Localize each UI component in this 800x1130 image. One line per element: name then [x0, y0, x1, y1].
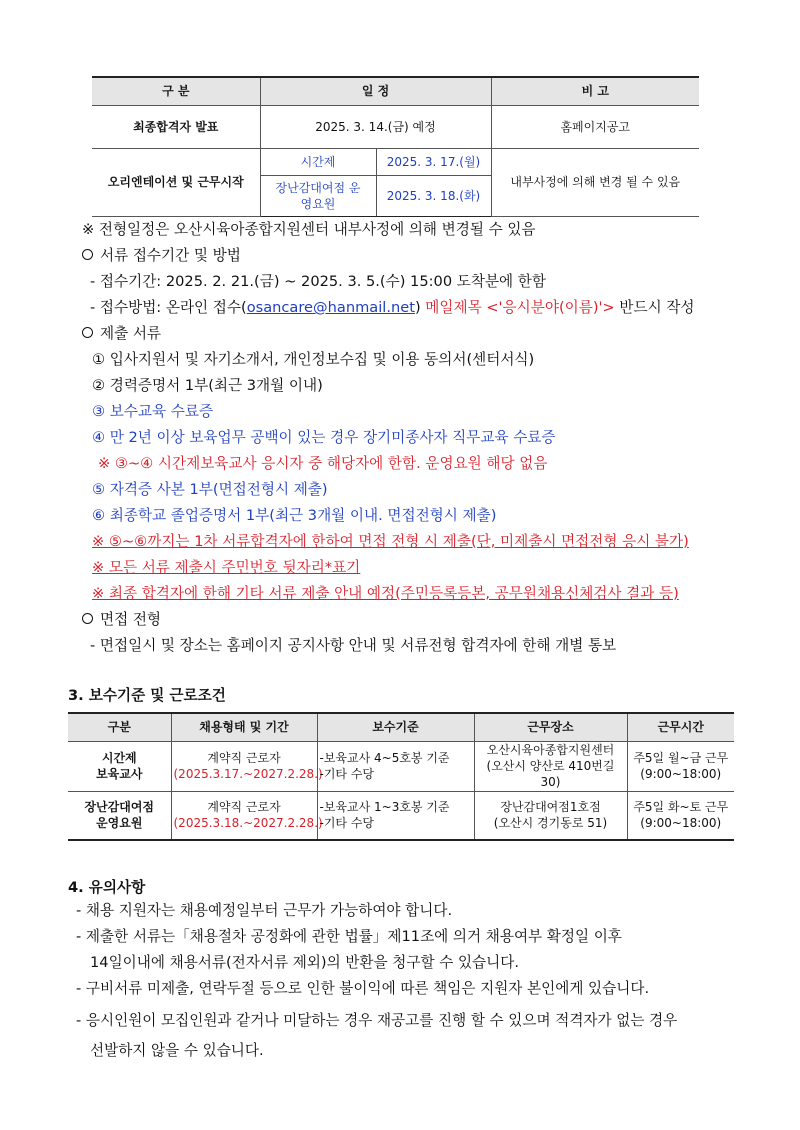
method-mid: )	[414, 299, 421, 316]
salary-table	[68, 712, 734, 841]
pay-cell: -보육교사 1~3호봉 기준 -기타 수당	[317, 791, 474, 840]
doc-note-4: ※ 최종 합격자에 한해 기타 서류 제출 안내 예정(주민등록등본, 공무원채용신체검사 결과 등)	[92, 585, 679, 602]
notice-item-1: - 채용 지원자는 채용예정일부터 근무가 가능하여야 합니다.	[76, 902, 453, 919]
notice-item-3: - 구비서류 미제출, 연락두절 등으로 인한 불이익에 따른 책임은 지원자 본인에게 있습니다.	[76, 980, 650, 997]
interview-title: 면접 전형	[100, 611, 162, 628]
doc-item-5: ⑤ 자격증 사본 1부(면접전형시 제출)	[92, 481, 328, 498]
col-header-contract: 채용형태 및 기간	[171, 713, 317, 742]
place-cell: 오산시육아종합지원센터 (오산시 양산로 410번길 30)	[474, 742, 627, 792]
notice-item-2-line2: 14일이내에 채용서류(전자서류 제외)의 반환을 청구할 수 있습니다.	[90, 954, 519, 971]
row-date-final: 2025. 3. 14.(금) 예정	[260, 106, 491, 149]
row-label-final: 최종합격자 발표	[92, 106, 260, 149]
notice-item-4-line2: 선발하지 않을 수 있습니다.	[90, 1042, 264, 1059]
schedule-header-row	[92, 77, 699, 106]
application-title: 서류 접수기간 및 방법	[100, 247, 241, 264]
doc-note-3: ※ 모든 서류 제출시 주민번호 뒷자리*표기	[92, 559, 361, 576]
doc-note-2: ※ ⑤~⑥까지는 1차 서류합격자에 한하여 면접 전형 시 제출(단, 미제출시 면접전형 응시 불가)	[92, 533, 689, 550]
sub-type-parttime: 시간제	[260, 149, 376, 176]
email-link[interactable]: osancare@hanmail.net	[246, 299, 415, 316]
schedule-row-orientation-1	[92, 149, 699, 176]
application-heading	[82, 246, 241, 266]
sub-date-toy-library: 2025. 3. 18.(화)	[376, 176, 491, 217]
method-prefix: - 접수방법: 온라인 접수(	[90, 299, 247, 316]
hours-cell: 주5일 월~금 근무 (9:00~18:00)	[627, 742, 734, 792]
salary-row-toy-library	[68, 791, 734, 840]
doc-item-1: ① 입사지원서 및 자기소개서, 개인정보수집 및 이용 동의서(센터서식)	[92, 351, 535, 368]
col-header-role: 구분	[68, 713, 171, 742]
role-cell: 시간제 보육교사	[68, 742, 171, 792]
contract-cell: 계약직 근로자 (2025.3.18.~2027.2.28.)	[171, 791, 317, 840]
col-header-pay: 보수기준	[317, 713, 474, 742]
doc-item-2: ② 경력증명서 1부(최근 3개월 이내)	[92, 377, 323, 394]
interview-text: - 면접일시 및 장소는 홈페이지 공지사항 안내 및 서류전형 합격자에 한해 개별 통보	[90, 637, 617, 654]
col-header-hours: 근무시간	[627, 713, 734, 742]
row-note-final: 홈페이지공고	[491, 106, 699, 149]
row-label-orientation: 오리엔테이션 및 근무시작	[92, 149, 260, 217]
col-header-category: 구 분	[92, 77, 260, 106]
documents-title: 제출 서류	[100, 325, 162, 342]
application-period: - 접수기간: 2025. 2. 21.(금) ~ 2025. 3. 5.(수) 15:00 도착분에 한함	[90, 273, 546, 290]
doc-item-6: ⑥ 최종학교 졸업증명서 1부(최근 3개월 이내. 면접전형시 제출)	[92, 507, 497, 524]
notice-item-4-line1: - 응시인원이 모집인원과 같거나 미달하는 경우 재공고를 진행 할 수 있으며 적격자가 없는 경우	[76, 1012, 678, 1029]
documents-heading	[82, 324, 161, 344]
sub-type-toy-library: 장난감대여점 운영요원	[260, 176, 376, 217]
circle-bullet-icon	[82, 249, 93, 260]
circle-bullet-icon	[82, 613, 93, 624]
role-cell: 장난감대여점 운영요원	[68, 791, 171, 840]
contract-cell: 계약직 근로자 (2025.3.17.~2027.2.28.)	[171, 742, 317, 792]
mail-subject: 메일제목 <'응시분야(이름)'>	[425, 299, 615, 316]
col-header-schedule: 일 정	[260, 77, 491, 106]
section4-title: 4. 유의사항	[68, 879, 146, 896]
schedule-change-note: ※ 전형일정은 오산시육아종합지원센터 내부사정에 의해 변경될 수 있음	[82, 221, 536, 238]
schedule-row-final	[92, 106, 699, 149]
pay-cell: -보육교사 4~5호봉 기준 -기타 수당	[317, 742, 474, 792]
place-cell: 장난감대여점1호점 (오산시 경기동로 51)	[474, 791, 627, 840]
schedule-table	[92, 76, 699, 217]
notice-item-2-line1: - 제출한 서류는「채용절차 공정화에 관한 법률」제11조에 의거 채용여부 확정일 이후	[76, 928, 622, 945]
circle-bullet-icon	[82, 327, 93, 338]
salary-row-parttime	[68, 742, 734, 792]
application-method	[90, 298, 695, 318]
doc-item-4: ④ 만 2년 이상 보육업무 공백이 있는 경우 장기미종사자 직무교육 수료증	[92, 429, 556, 446]
method-suffix: 반드시 작성	[619, 299, 695, 316]
section3-title: 3. 보수기준 및 근로조건	[68, 687, 226, 704]
hours-cell: 주5일 화~토 근무 (9:00~18:00)	[627, 791, 734, 840]
doc-note-1: ※ ③~④ 시간제보육교사 응시자 중 해당자에 한함. 운영요원 해당 없음	[98, 455, 548, 472]
col-header-place: 근무장소	[474, 713, 627, 742]
col-header-note: 비 고	[491, 77, 699, 106]
doc-item-3: ③ 보수교육 수료증	[92, 403, 214, 420]
sub-date-parttime: 2025. 3. 17.(월)	[376, 149, 491, 176]
interview-heading	[82, 610, 161, 630]
salary-header-row	[68, 713, 734, 742]
row-note-orientation: 내부사정에 의해 변경 될 수 있음	[491, 149, 699, 217]
